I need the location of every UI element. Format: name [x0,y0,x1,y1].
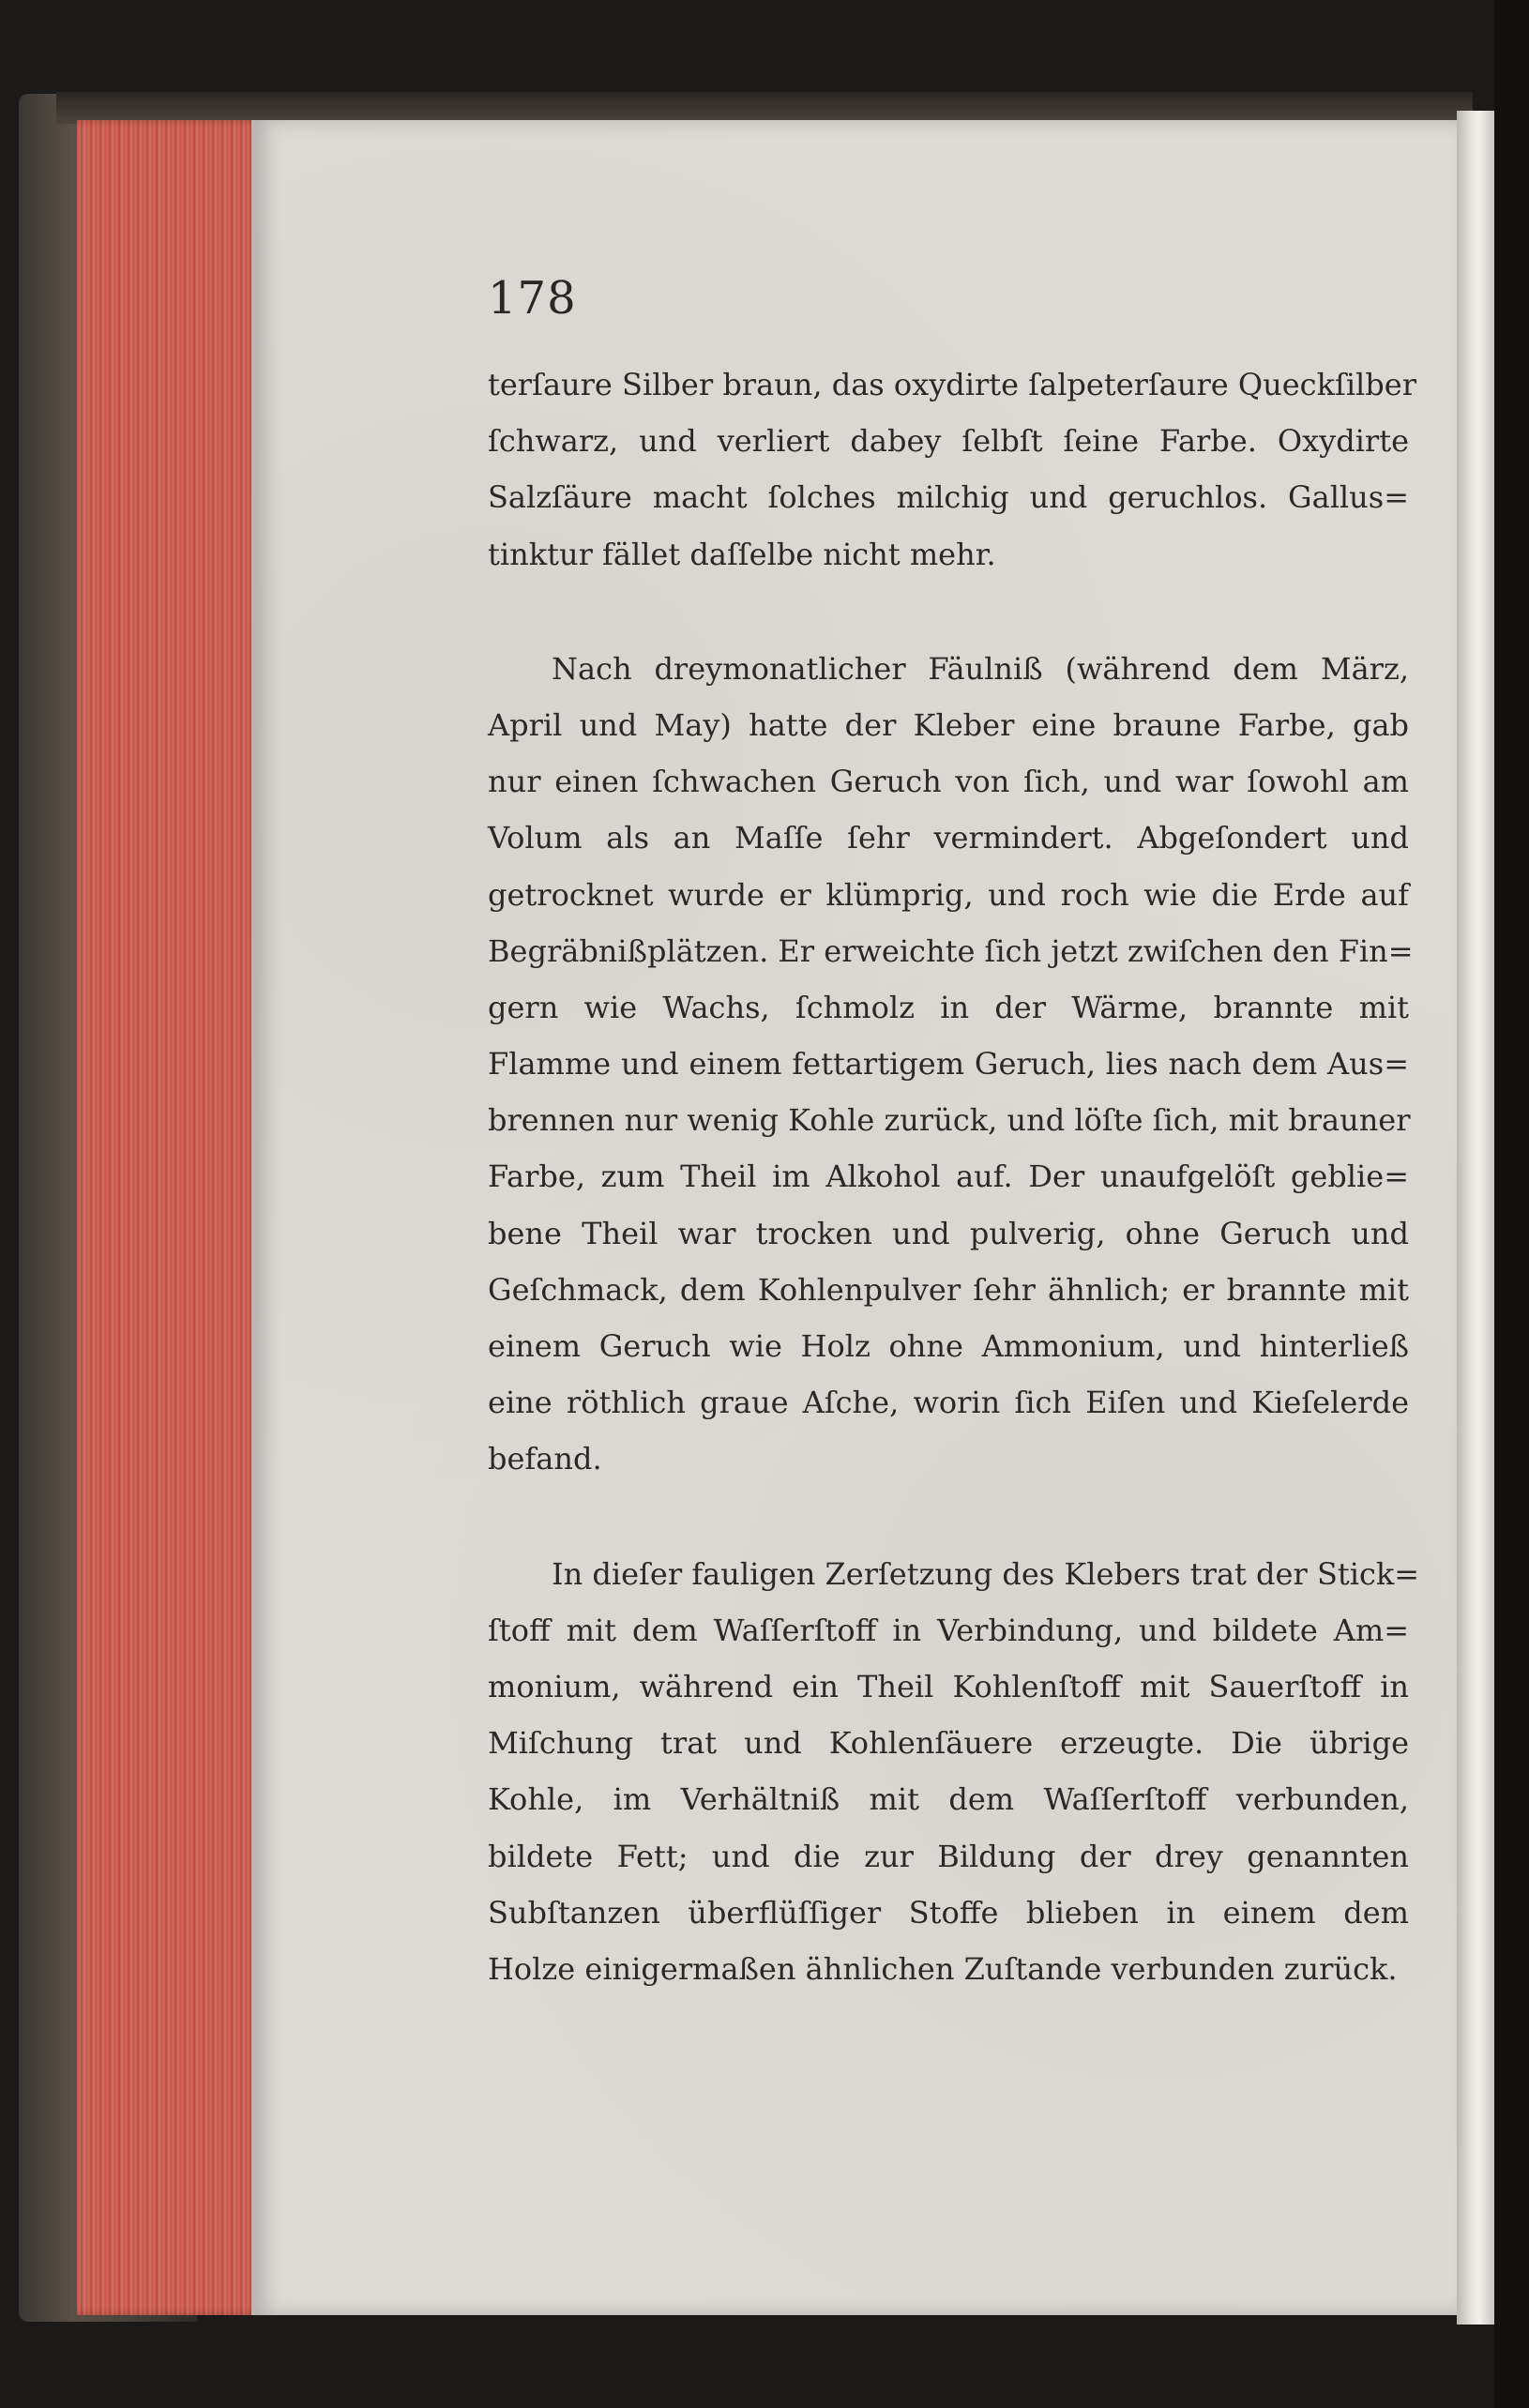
text-line: Holze einigermaßen ähnlichen Zuſtande verbunden zurück. [488,1950,1398,1987]
text-line: tinktur fället daſſelbe nicht mehr. [488,536,996,572]
text-line: April und May) hatte der Kleber eine braune Farbe, gab [488,706,1409,743]
text-line: Flamme und einem fettartigem Geruch, lies nach dem Aus= [488,1046,1409,1083]
paragraph-gap [488,583,1409,641]
text-line: eine röthlich graue Aſche, worin ſich Eiſen und Kieſelerde [488,1385,1409,1421]
text-line: In dieſer fauligen Zerſetzung des Klebers trat der Stick= [552,1555,1420,1592]
text-line: Subſtanzen überflüſſiger Stoffe blieben in einem dem [488,1894,1409,1931]
background-strip [1494,0,1529,2408]
text-line: getrocknet wurde er klümprig, und roch wie die Erde auf [488,876,1409,913]
text-line: befand. [488,1441,602,1477]
text-line: Kohle, im Verhältniß mit dem Waſſerſtoff verbunden, [488,1781,1409,1818]
text-line: Farbe, zum Theil im Alkohol auf. Der unaufgelöſt geblie= [488,1159,1409,1195]
text-line: terſaure Silber braun, das oxydirte ſalpeterſaure Queckſilber [488,367,1416,402]
text-line: ſtoff mit dem Waſſerſtoff in Verbindung, und bildete Am= [488,1612,1409,1648]
text-line: einem Geruch wie Holz ohne Ammonium, und hinterließ [488,1328,1409,1364]
text-line: Miſchung trat und Kohlenſäuere erzeugte. Die übrige [488,1725,1409,1762]
text-line: monium, während ein Theil Kohlenſtoff mit Sauerſtoff in [488,1668,1409,1704]
text-line: Nach dreymonatlicher Fäulniß (während dem März, [552,650,1409,687]
red-page-edges [77,120,265,2315]
text-line: Salzſäure macht ſolches milchig und geruchlos. Gallus= [488,479,1409,516]
paragraph-gap [488,1488,1409,1546]
text-line: Volum als an Maſſe ſehr vermindert. Abgeſondert und [488,820,1409,856]
text-line: ſchwarz, und verliert dabey ſelbſt ſeine Farbe. Oxydirte [488,423,1409,460]
text-line: bildete Fett; und die zur Bildung der drey genannten [488,1838,1409,1874]
text-line: gern wie Wachs, ſchmolz in der Wärme, brannte mit [488,989,1409,1025]
right-page-edge [1457,111,1494,2325]
text-line: brennen nur wenig Kohle zurück, und löſte ſich, mit brauner [488,1102,1411,1139]
text-line: Geſchmack, dem Kohlenpulver ſehr ähnlich; er brannte mit [488,1271,1409,1308]
text-line: Begräbnißplätzen. Er erweichte ſich jetzt zwiſchen den Fin= [488,932,1414,969]
text-line: bene Theil war trocken und pulverig, ohne Geruch und [488,1215,1409,1251]
page-number: 178 [488,272,577,325]
book-spine-top [56,92,1473,124]
page-text [488,356,1420,1997]
text-line: nur einen ſchwachen Geruch von ſich, und war ſowohl am [488,764,1409,800]
